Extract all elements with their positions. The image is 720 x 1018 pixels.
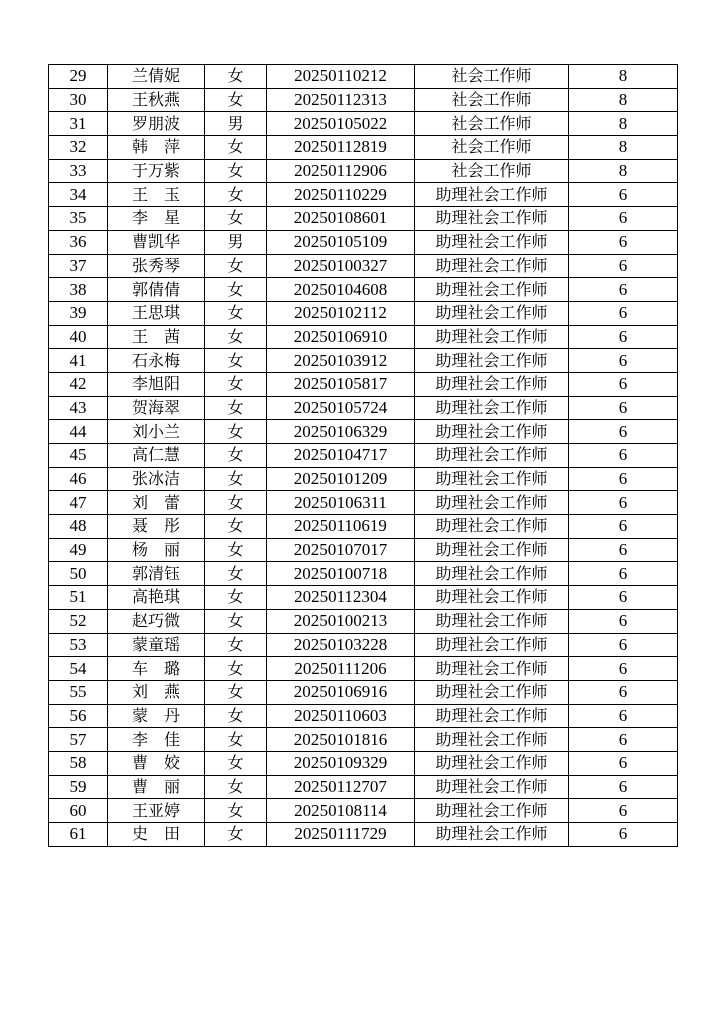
cell-title: 助理社会工作师 xyxy=(415,586,569,610)
cell-number: 30 xyxy=(49,88,108,112)
cell-score: 6 xyxy=(569,230,678,254)
cell-id: 20250112819 xyxy=(267,136,415,160)
table-row xyxy=(49,823,678,847)
cell-name: 曹凯华 xyxy=(108,230,205,254)
cell-id: 20250112313 xyxy=(267,88,415,112)
cell-title: 助理社会工作师 xyxy=(415,751,569,775)
table-row xyxy=(49,396,678,420)
cell-number: 61 xyxy=(49,823,108,847)
cell-id: 20250105109 xyxy=(267,230,415,254)
cell-number: 49 xyxy=(49,538,108,562)
cell-number: 58 xyxy=(49,751,108,775)
cell-gender: 女 xyxy=(205,207,267,231)
cell-score: 6 xyxy=(569,491,678,515)
cell-name: 郭倩倩 xyxy=(108,278,205,302)
cell-number: 54 xyxy=(49,657,108,681)
cell-gender: 女 xyxy=(205,704,267,728)
cell-number: 53 xyxy=(49,633,108,657)
cell-title: 助理社会工作师 xyxy=(415,254,569,278)
cell-gender: 男 xyxy=(205,230,267,254)
cell-name: 曹 丽 xyxy=(108,775,205,799)
table-row xyxy=(49,586,678,610)
cell-gender: 女 xyxy=(205,278,267,302)
cell-name: 史 田 xyxy=(108,823,205,847)
cell-name: 聂 彤 xyxy=(108,515,205,539)
cell-score: 6 xyxy=(569,538,678,562)
cell-id: 20250106329 xyxy=(267,420,415,444)
table-row xyxy=(49,680,678,704)
cell-score: 6 xyxy=(569,609,678,633)
cell-name: 曹 姣 xyxy=(108,751,205,775)
cell-gender: 女 xyxy=(205,657,267,681)
cell-number: 42 xyxy=(49,372,108,396)
cell-gender: 女 xyxy=(205,444,267,468)
cell-name: 蒙童瑶 xyxy=(108,633,205,657)
cell-title: 助理社会工作师 xyxy=(415,538,569,562)
table-row xyxy=(49,159,678,183)
cell-name: 刘 蕾 xyxy=(108,491,205,515)
cell-title: 助理社会工作师 xyxy=(415,657,569,681)
cell-gender: 女 xyxy=(205,751,267,775)
cell-name: 王 茜 xyxy=(108,325,205,349)
cell-number: 47 xyxy=(49,491,108,515)
cell-id: 20250110603 xyxy=(267,704,415,728)
cell-number: 51 xyxy=(49,586,108,610)
table-row xyxy=(49,420,678,444)
cell-number: 40 xyxy=(49,325,108,349)
cell-number: 56 xyxy=(49,704,108,728)
cell-score: 6 xyxy=(569,515,678,539)
cell-title: 助理社会工作师 xyxy=(415,515,569,539)
cell-title: 助理社会工作师 xyxy=(415,183,569,207)
cell-id: 20250104608 xyxy=(267,278,415,302)
cell-number: 29 xyxy=(49,65,108,89)
cell-name: 张冰洁 xyxy=(108,467,205,491)
cell-title: 助理社会工作师 xyxy=(415,491,569,515)
cell-name: 高仁慧 xyxy=(108,444,205,468)
cell-name: 兰倩妮 xyxy=(108,65,205,89)
cell-title: 社会工作师 xyxy=(415,65,569,89)
cell-name: 李 佳 xyxy=(108,728,205,752)
cell-id: 20250104717 xyxy=(267,444,415,468)
cell-number: 60 xyxy=(49,799,108,823)
cell-gender: 女 xyxy=(205,586,267,610)
table-row xyxy=(49,609,678,633)
cell-number: 32 xyxy=(49,136,108,160)
table-row xyxy=(49,657,678,681)
table-body xyxy=(49,65,678,847)
cell-title: 社会工作师 xyxy=(415,136,569,160)
table-row xyxy=(49,112,678,136)
cell-gender: 男 xyxy=(205,112,267,136)
cell-gender: 女 xyxy=(205,562,267,586)
cell-gender: 女 xyxy=(205,467,267,491)
cell-name: 王秋燕 xyxy=(108,88,205,112)
table-row xyxy=(49,775,678,799)
table-row xyxy=(49,515,678,539)
cell-id: 20250101209 xyxy=(267,467,415,491)
cell-title: 助理社会工作师 xyxy=(415,372,569,396)
cell-score: 6 xyxy=(569,325,678,349)
cell-gender: 女 xyxy=(205,515,267,539)
table-row xyxy=(49,349,678,373)
table-row xyxy=(49,728,678,752)
cell-score: 6 xyxy=(569,396,678,420)
cell-number: 55 xyxy=(49,680,108,704)
cell-id: 20250105817 xyxy=(267,372,415,396)
cell-score: 6 xyxy=(569,823,678,847)
cell-name: 刘 燕 xyxy=(108,680,205,704)
cell-name: 王思琪 xyxy=(108,301,205,325)
cell-number: 57 xyxy=(49,728,108,752)
cell-title: 助理社会工作师 xyxy=(415,680,569,704)
cell-title: 助理社会工作师 xyxy=(415,609,569,633)
cell-score: 6 xyxy=(569,278,678,302)
cell-number: 35 xyxy=(49,207,108,231)
cell-number: 38 xyxy=(49,278,108,302)
cell-number: 46 xyxy=(49,467,108,491)
cell-id: 20250106910 xyxy=(267,325,415,349)
cell-name: 杨 丽 xyxy=(108,538,205,562)
cell-score: 6 xyxy=(569,680,678,704)
cell-name: 罗朋波 xyxy=(108,112,205,136)
cell-number: 50 xyxy=(49,562,108,586)
cell-number: 59 xyxy=(49,775,108,799)
cell-score: 6 xyxy=(569,775,678,799)
cell-score: 8 xyxy=(569,112,678,136)
cell-name: 车 璐 xyxy=(108,657,205,681)
cell-gender: 女 xyxy=(205,491,267,515)
cell-title: 助理社会工作师 xyxy=(415,230,569,254)
table-row xyxy=(49,230,678,254)
table-row xyxy=(49,633,678,657)
cell-gender: 女 xyxy=(205,609,267,633)
cell-id: 20250105724 xyxy=(267,396,415,420)
table-row xyxy=(49,254,678,278)
table-row xyxy=(49,444,678,468)
cell-name: 王亚婷 xyxy=(108,799,205,823)
cell-id: 20250112304 xyxy=(267,586,415,610)
cell-score: 6 xyxy=(569,728,678,752)
cell-title: 助理社会工作师 xyxy=(415,728,569,752)
cell-id: 20250110212 xyxy=(267,65,415,89)
cell-score: 6 xyxy=(569,799,678,823)
cell-title: 助理社会工作师 xyxy=(415,207,569,231)
cell-gender: 女 xyxy=(205,775,267,799)
results-table xyxy=(48,64,678,847)
table-row xyxy=(49,467,678,491)
cell-title: 助理社会工作师 xyxy=(415,325,569,349)
cell-score: 6 xyxy=(569,207,678,231)
cell-gender: 女 xyxy=(205,372,267,396)
cell-score: 6 xyxy=(569,586,678,610)
cell-score: 6 xyxy=(569,372,678,396)
cell-number: 44 xyxy=(49,420,108,444)
cell-number: 52 xyxy=(49,609,108,633)
cell-title: 助理社会工作师 xyxy=(415,467,569,491)
cell-id: 20250111729 xyxy=(267,823,415,847)
cell-score: 6 xyxy=(569,349,678,373)
cell-number: 33 xyxy=(49,159,108,183)
cell-score: 8 xyxy=(569,65,678,89)
cell-id: 20250112707 xyxy=(267,775,415,799)
cell-gender: 女 xyxy=(205,420,267,444)
table-row xyxy=(49,325,678,349)
cell-number: 34 xyxy=(49,183,108,207)
cell-gender: 女 xyxy=(205,254,267,278)
cell-id: 20250106311 xyxy=(267,491,415,515)
cell-score: 8 xyxy=(569,88,678,112)
cell-score: 8 xyxy=(569,159,678,183)
table-row xyxy=(49,799,678,823)
cell-name: 蒙 丹 xyxy=(108,704,205,728)
cell-gender: 女 xyxy=(205,799,267,823)
table-row xyxy=(49,704,678,728)
cell-id: 20250106916 xyxy=(267,680,415,704)
cell-title: 助理社会工作师 xyxy=(415,704,569,728)
table-row xyxy=(49,207,678,231)
cell-score: 6 xyxy=(569,562,678,586)
cell-gender: 女 xyxy=(205,65,267,89)
cell-gender: 女 xyxy=(205,396,267,420)
cell-title: 助理社会工作师 xyxy=(415,396,569,420)
cell-title: 助理社会工作师 xyxy=(415,799,569,823)
cell-name: 高艳琪 xyxy=(108,586,205,610)
table-row xyxy=(49,491,678,515)
table-row xyxy=(49,88,678,112)
cell-gender: 女 xyxy=(205,680,267,704)
cell-number: 41 xyxy=(49,349,108,373)
cell-name: 李 星 xyxy=(108,207,205,231)
cell-gender: 女 xyxy=(205,728,267,752)
cell-title: 社会工作师 xyxy=(415,159,569,183)
cell-id: 20250110619 xyxy=(267,515,415,539)
cell-title: 助理社会工作师 xyxy=(415,444,569,468)
cell-number: 39 xyxy=(49,301,108,325)
cell-title: 社会工作师 xyxy=(415,88,569,112)
cell-gender: 女 xyxy=(205,136,267,160)
cell-gender: 女 xyxy=(205,88,267,112)
cell-number: 48 xyxy=(49,515,108,539)
cell-number: 45 xyxy=(49,444,108,468)
cell-gender: 女 xyxy=(205,159,267,183)
cell-id: 20250108114 xyxy=(267,799,415,823)
cell-score: 6 xyxy=(569,301,678,325)
cell-title: 助理社会工作师 xyxy=(415,562,569,586)
cell-gender: 女 xyxy=(205,325,267,349)
cell-id: 20250103912 xyxy=(267,349,415,373)
cell-name: 于万紫 xyxy=(108,159,205,183)
cell-score: 6 xyxy=(569,467,678,491)
cell-id: 20250100718 xyxy=(267,562,415,586)
cell-title: 助理社会工作师 xyxy=(415,420,569,444)
cell-name: 赵巧微 xyxy=(108,609,205,633)
cell-id: 20250100327 xyxy=(267,254,415,278)
cell-gender: 女 xyxy=(205,183,267,207)
cell-name: 李旭阳 xyxy=(108,372,205,396)
cell-score: 6 xyxy=(569,704,678,728)
cell-score: 8 xyxy=(569,136,678,160)
cell-title: 社会工作师 xyxy=(415,112,569,136)
cell-id: 20250101816 xyxy=(267,728,415,752)
cell-id: 20250110229 xyxy=(267,183,415,207)
cell-number: 36 xyxy=(49,230,108,254)
table-row xyxy=(49,372,678,396)
table-row xyxy=(49,65,678,89)
cell-id: 20250102112 xyxy=(267,301,415,325)
cell-score: 6 xyxy=(569,657,678,681)
cell-title: 助理社会工作师 xyxy=(415,775,569,799)
cell-score: 6 xyxy=(569,444,678,468)
cell-title: 助理社会工作师 xyxy=(415,349,569,373)
cell-score: 6 xyxy=(569,183,678,207)
cell-id: 20250109329 xyxy=(267,751,415,775)
cell-score: 6 xyxy=(569,254,678,278)
cell-id: 20250112906 xyxy=(267,159,415,183)
cell-number: 43 xyxy=(49,396,108,420)
cell-number: 37 xyxy=(49,254,108,278)
cell-gender: 女 xyxy=(205,301,267,325)
table-row xyxy=(49,278,678,302)
cell-gender: 女 xyxy=(205,538,267,562)
cell-id: 20250111206 xyxy=(267,657,415,681)
table-row xyxy=(49,562,678,586)
cell-name: 贺海翠 xyxy=(108,396,205,420)
cell-id: 20250100213 xyxy=(267,609,415,633)
cell-name: 郭清钰 xyxy=(108,562,205,586)
cell-name: 韩 萍 xyxy=(108,136,205,160)
table-row xyxy=(49,538,678,562)
cell-name: 王 玉 xyxy=(108,183,205,207)
cell-name: 石永梅 xyxy=(108,349,205,373)
cell-score: 6 xyxy=(569,420,678,444)
table-row xyxy=(49,751,678,775)
cell-id: 20250107017 xyxy=(267,538,415,562)
cell-id: 20250108601 xyxy=(267,207,415,231)
cell-score: 6 xyxy=(569,751,678,775)
cell-id: 20250105022 xyxy=(267,112,415,136)
cell-title: 助理社会工作师 xyxy=(415,633,569,657)
cell-number: 31 xyxy=(49,112,108,136)
cell-name: 刘小兰 xyxy=(108,420,205,444)
cell-id: 20250103228 xyxy=(267,633,415,657)
table-row xyxy=(49,136,678,160)
cell-title: 助理社会工作师 xyxy=(415,278,569,302)
cell-gender: 女 xyxy=(205,823,267,847)
cell-title: 助理社会工作师 xyxy=(415,301,569,325)
cell-title: 助理社会工作师 xyxy=(415,823,569,847)
cell-gender: 女 xyxy=(205,349,267,373)
cell-name: 张秀琴 xyxy=(108,254,205,278)
cell-gender: 女 xyxy=(205,633,267,657)
table-row xyxy=(49,183,678,207)
table-row xyxy=(49,301,678,325)
cell-score: 6 xyxy=(569,633,678,657)
